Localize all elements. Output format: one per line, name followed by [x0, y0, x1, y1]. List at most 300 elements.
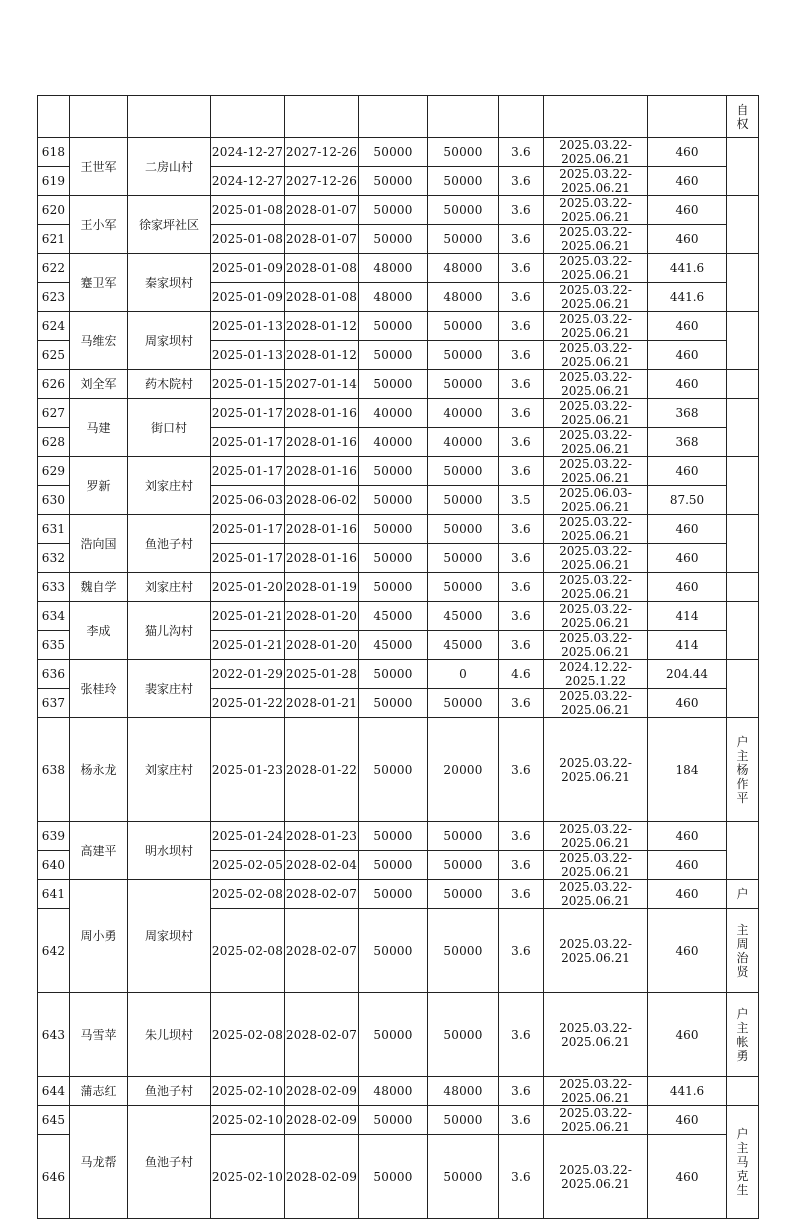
end-date-cell: 2028-01-12 [285, 341, 359, 370]
rate-cell: 3.6 [499, 993, 544, 1077]
period-cell: 2025.03.22-2025.06.21 [544, 689, 648, 718]
balance-cell: 40000 [428, 428, 499, 457]
borrower-name-cell: 王世军 [70, 138, 128, 196]
start-date-cell: 2025-02-05 [211, 851, 285, 880]
period-cell: 2025.03.22-2025.06.21 [544, 370, 648, 399]
start-date-cell: 2025-01-09 [211, 254, 285, 283]
row-number-cell: 628 [38, 428, 70, 457]
loan-amount-cell: 50000 [359, 718, 428, 822]
row-number-cell: 629 [38, 457, 70, 486]
row-number-cell: 639 [38, 822, 70, 851]
period-cell: 2025.03.22-2025.06.21 [544, 225, 648, 254]
start-date-cell: 2025-01-15 [211, 370, 285, 399]
rate-cell: 3.6 [499, 428, 544, 457]
start-date-cell: 2025-01-17 [211, 544, 285, 573]
end-date-cell: 2028-01-16 [285, 544, 359, 573]
borrower-name-cell: 马雪苹 [70, 993, 128, 1077]
period-cell: 2025.03.22-2025.06.21 [544, 283, 648, 312]
row-number-cell: 636 [38, 660, 70, 689]
period-cell: 2025.03.22-2025.06.21 [544, 718, 648, 822]
rate-cell: 3.6 [499, 631, 544, 660]
period-cell: 2025.03.22-2025.06.21 [544, 515, 648, 544]
table-row [38, 660, 759, 689]
period-cell: 2025.03.22-2025.06.21 [544, 631, 648, 660]
balance-cell: 50000 [428, 312, 499, 341]
end-date-cell: 2028-01-16 [285, 457, 359, 486]
period-cell: 2025.03.22-2025.06.21 [544, 851, 648, 880]
interest-cell: 460 [648, 1106, 727, 1135]
interest-cell: 441.6 [648, 1077, 727, 1106]
end-date-cell: 2028-01-19 [285, 573, 359, 602]
remark-cell [727, 457, 759, 515]
end-date-cell: 2028-01-16 [285, 515, 359, 544]
interest-cell: 460 [648, 167, 727, 196]
loan-amount-cell: 50000 [359, 457, 428, 486]
note-char: 生 [736, 1183, 749, 1197]
rate-cell: 3.6 [499, 1106, 544, 1135]
period-cell: 2025.03.22-2025.06.21 [544, 544, 648, 573]
note-char: 主 [736, 748, 749, 763]
loan-amount-cell: 50000 [359, 167, 428, 196]
note-char: 杨 [736, 762, 749, 777]
borrower-name-cell: 魏自学 [70, 573, 128, 602]
balance-cell: 50000 [428, 993, 499, 1077]
balance-cell: 50000 [428, 138, 499, 167]
period-cell: 2025.03.22-2025.06.21 [544, 1135, 648, 1219]
row-number-cell: 633 [38, 573, 70, 602]
start-date-cell: 2025-01-21 [211, 602, 285, 631]
period-cell: 2025.03.22-2025.06.21 [544, 1106, 648, 1135]
interest-cell: 414 [648, 631, 727, 660]
village-cell: 鱼池子村 [128, 515, 211, 573]
borrower-name-cell: 周小勇 [70, 880, 128, 993]
table-top-row [38, 96, 759, 138]
period-cell: 2025.03.22-2025.06.21 [544, 312, 648, 341]
start-date-cell: 2025-01-21 [211, 631, 285, 660]
rate-cell: 3.6 [499, 602, 544, 631]
rate-cell: 3.6 [499, 254, 544, 283]
note-char: 治 [736, 950, 749, 965]
loan-amount-cell: 50000 [359, 822, 428, 851]
loan-amount-cell: 40000 [359, 399, 428, 428]
period-cell: 2025.03.22-2025.06.21 [544, 1077, 648, 1106]
remark-cell [727, 909, 759, 993]
end-date-cell: 2027-01-14 [285, 370, 359, 399]
rate-cell: 3.6 [499, 196, 544, 225]
interest-cell: 204.44 [648, 660, 727, 689]
row-number-cell: 643 [38, 993, 70, 1077]
rate-cell: 3.6 [499, 544, 544, 573]
period-cell: 2025.03.22-2025.06.21 [544, 428, 648, 457]
loan-amount-cell: 50000 [359, 909, 428, 993]
balance-cell: 50000 [428, 1106, 499, 1135]
village-cell: 药木院村 [128, 370, 211, 399]
interest-cell: 184 [648, 718, 727, 822]
rate-cell: 3.6 [499, 341, 544, 370]
village-cell: 周家坝村 [128, 880, 211, 993]
borrower-name-cell: 罗新 [70, 457, 128, 515]
start-date-cell: 2025-01-20 [211, 573, 285, 602]
rate-cell: 3.6 [499, 138, 544, 167]
balance-cell: 50000 [428, 880, 499, 909]
table-row [38, 1106, 759, 1135]
loan-amount-cell: 50000 [359, 486, 428, 515]
top-cell-empty [211, 96, 285, 138]
table-row [38, 573, 759, 602]
period-cell: 2025.03.22-2025.06.21 [544, 993, 648, 1077]
table-row [38, 993, 759, 1077]
village-cell: 朱儿坝村 [128, 993, 211, 1077]
rate-cell: 3.6 [499, 167, 544, 196]
period-cell: 2025.03.22-2025.06.21 [544, 880, 648, 909]
interest-cell: 460 [648, 1135, 727, 1219]
balance-cell: 50000 [428, 457, 499, 486]
table-row [38, 1077, 759, 1106]
balance-cell: 45000 [428, 631, 499, 660]
balance-cell: 50000 [428, 196, 499, 225]
start-date-cell: 2025-01-13 [211, 312, 285, 341]
borrower-name-cell: 蹇卫军 [70, 254, 128, 312]
remark-cell [727, 138, 759, 196]
row-number-cell: 646 [38, 1135, 70, 1219]
table-row [38, 515, 759, 544]
rate-cell: 3.6 [499, 515, 544, 544]
balance-cell: 20000 [428, 718, 499, 822]
start-date-cell: 2025-01-17 [211, 399, 285, 428]
balance-cell: 48000 [428, 1077, 499, 1106]
borrower-name-cell: 蒲志红 [70, 1077, 128, 1106]
loan-amount-cell: 50000 [359, 196, 428, 225]
note-char: 马 [736, 1155, 749, 1169]
header-note-cell [727, 96, 759, 138]
row-number-cell: 621 [38, 225, 70, 254]
table-row [38, 196, 759, 225]
village-cell: 刘家庄村 [128, 457, 211, 515]
period-cell: 2025.03.22-2025.06.21 [544, 196, 648, 225]
start-date-cell: 2024-12-27 [211, 167, 285, 196]
top-cell-empty [70, 96, 128, 138]
note-char: 主 [736, 1020, 749, 1035]
balance-cell: 50000 [428, 370, 499, 399]
loan-amount-cell: 50000 [359, 544, 428, 573]
end-date-cell: 2028-02-07 [285, 909, 359, 993]
period-cell: 2025.03.22-2025.06.21 [544, 254, 648, 283]
balance-cell: 50000 [428, 689, 499, 718]
rate-cell: 3.6 [499, 312, 544, 341]
rate-cell: 3.6 [499, 1077, 544, 1106]
table-body [38, 96, 759, 1219]
row-number-cell: 618 [38, 138, 70, 167]
table-row [38, 718, 759, 822]
period-cell: 2025.03.22-2025.06.21 [544, 909, 648, 993]
village-cell: 裴家庄村 [128, 660, 211, 718]
loan-amount-cell: 50000 [359, 341, 428, 370]
table-row [38, 457, 759, 486]
row-number-cell: 641 [38, 880, 70, 909]
rate-cell: 3.6 [499, 573, 544, 602]
rate-cell: 3.6 [499, 399, 544, 428]
interest-cell: 460 [648, 851, 727, 880]
period-cell: 2025.03.22-2025.06.21 [544, 399, 648, 428]
rate-cell: 3.6 [499, 457, 544, 486]
balance-cell: 50000 [428, 909, 499, 993]
balance-cell: 48000 [428, 283, 499, 312]
note-char: 周 [736, 936, 749, 951]
remark-cell [727, 1106, 759, 1219]
end-date-cell: 2028-01-23 [285, 822, 359, 851]
rate-cell: 3.6 [499, 909, 544, 993]
remark-cell [727, 312, 759, 370]
loan-amount-cell: 50000 [359, 660, 428, 689]
loan-amount-cell: 50000 [359, 138, 428, 167]
start-date-cell: 2025-02-10 [211, 1106, 285, 1135]
end-date-cell: 2028-02-09 [285, 1106, 359, 1135]
remark-cell [727, 370, 759, 399]
interest-cell: 460 [648, 515, 727, 544]
rate-cell: 3.6 [499, 1135, 544, 1219]
start-date-cell: 2025-01-17 [211, 457, 285, 486]
row-number-cell: 626 [38, 370, 70, 399]
end-date-cell: 2028-01-07 [285, 225, 359, 254]
remark-cell [727, 602, 759, 660]
row-number-cell: 638 [38, 718, 70, 822]
start-date-cell: 2025-06-03 [211, 486, 285, 515]
end-date-cell: 2028-01-22 [285, 718, 359, 822]
note-char: 户 [736, 1127, 749, 1141]
interest-cell: 460 [648, 544, 727, 573]
balance-cell: 48000 [428, 254, 499, 283]
start-date-cell: 2025-01-23 [211, 718, 285, 822]
loan-amount-cell: 50000 [359, 370, 428, 399]
note-char: 贤 [736, 964, 749, 979]
village-cell: 二房山村 [128, 138, 211, 196]
table-row [38, 312, 759, 341]
period-cell: 2025.03.22-2025.06.21 [544, 341, 648, 370]
start-date-cell: 2025-01-17 [211, 428, 285, 457]
table-row [38, 399, 759, 428]
balance-cell: 0 [428, 660, 499, 689]
balance-cell: 50000 [428, 851, 499, 880]
borrower-name-cell: 马维宏 [70, 312, 128, 370]
row-number-cell: 640 [38, 851, 70, 880]
interest-cell: 460 [648, 573, 727, 602]
loan-amount-cell: 50000 [359, 515, 428, 544]
start-date-cell: 2022-01-29 [211, 660, 285, 689]
period-cell: 2025.03.22-2025.06.21 [544, 602, 648, 631]
loan-amount-cell: 50000 [359, 689, 428, 718]
balance-cell: 50000 [428, 573, 499, 602]
balance-cell: 50000 [428, 225, 499, 254]
village-cell: 周家坝村 [128, 312, 211, 370]
start-date-cell: 2025-01-13 [211, 341, 285, 370]
interest-cell: 460 [648, 138, 727, 167]
note-char: 勇 [736, 1048, 749, 1063]
borrower-name-cell: 李成 [70, 602, 128, 660]
rate-cell: 4.6 [499, 660, 544, 689]
end-date-cell: 2028-06-02 [285, 486, 359, 515]
row-number-cell: 637 [38, 689, 70, 718]
row-number-cell: 645 [38, 1106, 70, 1135]
loan-amount-cell: 40000 [359, 428, 428, 457]
end-date-cell: 2028-01-20 [285, 631, 359, 660]
balance-cell: 45000 [428, 602, 499, 631]
remark-cell [727, 515, 759, 573]
village-cell: 刘家庄村 [128, 573, 211, 602]
balance-cell: 50000 [428, 1135, 499, 1219]
loan-amount-cell: 50000 [359, 1106, 428, 1135]
row-number-cell: 624 [38, 312, 70, 341]
period-cell: 2025.03.22-2025.06.21 [544, 138, 648, 167]
rate-cell: 3.6 [499, 718, 544, 822]
borrower-name-cell: 杨永龙 [70, 718, 128, 822]
balance-cell: 50000 [428, 341, 499, 370]
top-cell-empty [544, 96, 648, 138]
interest-cell: 460 [648, 457, 727, 486]
loan-amount-cell: 50000 [359, 225, 428, 254]
row-number-cell: 622 [38, 254, 70, 283]
rate-cell: 3.6 [499, 225, 544, 254]
interest-cell: 460 [648, 822, 727, 851]
end-date-cell: 2028-02-09 [285, 1135, 359, 1219]
loan-amount-cell: 48000 [359, 1077, 428, 1106]
interest-cell: 87.50 [648, 486, 727, 515]
row-number-cell: 619 [38, 167, 70, 196]
top-cell-empty [359, 96, 428, 138]
row-number-cell: 632 [38, 544, 70, 573]
start-date-cell: 2025-01-08 [211, 225, 285, 254]
interest-cell: 460 [648, 341, 727, 370]
top-cell-empty [285, 96, 359, 138]
remark-cell [727, 993, 759, 1077]
village-cell: 秦家坝村 [128, 254, 211, 312]
row-number-cell: 644 [38, 1077, 70, 1106]
period-cell: 2025.03.22-2025.06.21 [544, 457, 648, 486]
period-cell: 2025.03.22-2025.06.21 [544, 573, 648, 602]
note-char: 平 [736, 790, 749, 805]
end-date-cell: 2028-02-09 [285, 1077, 359, 1106]
loan-amount-cell: 48000 [359, 254, 428, 283]
start-date-cell: 2024-12-27 [211, 138, 285, 167]
end-date-cell: 2028-02-04 [285, 851, 359, 880]
loan-amount-cell: 45000 [359, 631, 428, 660]
note-char: 户 [736, 887, 749, 901]
note-char: 户 [736, 734, 749, 749]
village-cell: 街口村 [128, 399, 211, 457]
note-char: 权 [736, 116, 749, 131]
balance-cell: 50000 [428, 544, 499, 573]
village-cell: 刘家庄村 [128, 718, 211, 822]
top-cell-empty [648, 96, 727, 138]
end-date-cell: 2027-12-26 [285, 167, 359, 196]
note-char: 户 [736, 1006, 749, 1021]
loan-amount-cell: 50000 [359, 880, 428, 909]
village-cell: 猫儿沟村 [128, 602, 211, 660]
end-date-cell: 2028-01-16 [285, 399, 359, 428]
borrower-name-cell: 张桂玲 [70, 660, 128, 718]
borrower-name-cell: 浩向国 [70, 515, 128, 573]
table-row [38, 138, 759, 167]
top-cell-empty [38, 96, 70, 138]
interest-cell: 441.6 [648, 254, 727, 283]
note-char: 自 [736, 102, 749, 117]
row-number-cell: 625 [38, 341, 70, 370]
period-cell: 2025.06.03-2025.06.21 [544, 486, 648, 515]
loan-amount-cell: 45000 [359, 602, 428, 631]
period-cell: 2025.03.22-2025.06.21 [544, 822, 648, 851]
start-date-cell: 2025-02-10 [211, 1135, 285, 1219]
borrower-name-cell: 高建平 [70, 822, 128, 880]
end-date-cell: 2027-12-26 [285, 138, 359, 167]
start-date-cell: 2025-02-10 [211, 1077, 285, 1106]
table-row [38, 602, 759, 631]
end-date-cell: 2028-02-07 [285, 993, 359, 1077]
loan-amount-cell: 50000 [359, 573, 428, 602]
row-number-cell: 627 [38, 399, 70, 428]
period-cell: 2025.03.22-2025.06.21 [544, 167, 648, 196]
interest-cell: 460 [648, 312, 727, 341]
row-number-cell: 634 [38, 602, 70, 631]
start-date-cell: 2025-01-09 [211, 283, 285, 312]
rate-cell: 3.5 [499, 486, 544, 515]
interest-cell: 460 [648, 689, 727, 718]
interest-cell: 460 [648, 225, 727, 254]
rate-cell: 3.6 [499, 880, 544, 909]
start-date-cell: 2025-01-17 [211, 515, 285, 544]
row-number-cell: 631 [38, 515, 70, 544]
table-row [38, 254, 759, 283]
top-cell-empty [499, 96, 544, 138]
borrower-name-cell: 王小军 [70, 196, 128, 254]
end-date-cell: 2028-01-12 [285, 312, 359, 341]
borrower-name-cell: 马建 [70, 399, 128, 457]
table-row [38, 880, 759, 909]
rate-cell: 3.6 [499, 370, 544, 399]
row-number-cell: 630 [38, 486, 70, 515]
balance-cell: 50000 [428, 515, 499, 544]
rate-cell: 3.6 [499, 283, 544, 312]
period-cell: 2024.12.22-2025.1.22 [544, 660, 648, 689]
end-date-cell: 2028-01-08 [285, 283, 359, 312]
village-cell: 明水坝村 [128, 822, 211, 880]
table-row [38, 370, 759, 399]
loan-interest-table [37, 95, 759, 1219]
remark-cell [727, 718, 759, 822]
rate-cell: 3.6 [499, 822, 544, 851]
end-date-cell: 2028-01-07 [285, 196, 359, 225]
remark-cell [727, 573, 759, 602]
village-cell: 鱼池子村 [128, 1106, 211, 1219]
row-number-cell: 623 [38, 283, 70, 312]
remark-cell [727, 399, 759, 457]
start-date-cell: 2025-02-08 [211, 880, 285, 909]
loan-amount-cell: 50000 [359, 993, 428, 1077]
interest-cell: 460 [648, 909, 727, 993]
end-date-cell: 2028-01-16 [285, 428, 359, 457]
note-char: 作 [736, 776, 749, 791]
loan-amount-cell: 50000 [359, 1135, 428, 1219]
row-number-cell: 635 [38, 631, 70, 660]
borrower-name-cell: 刘全军 [70, 370, 128, 399]
balance-cell: 50000 [428, 822, 499, 851]
loan-amount-cell: 50000 [359, 312, 428, 341]
row-number-cell: 642 [38, 909, 70, 993]
interest-cell: 460 [648, 370, 727, 399]
interest-cell: 441.6 [648, 283, 727, 312]
interest-cell: 414 [648, 602, 727, 631]
note-char: 克 [736, 1169, 749, 1183]
end-date-cell: 2028-01-08 [285, 254, 359, 283]
end-date-cell: 2025-01-28 [285, 660, 359, 689]
